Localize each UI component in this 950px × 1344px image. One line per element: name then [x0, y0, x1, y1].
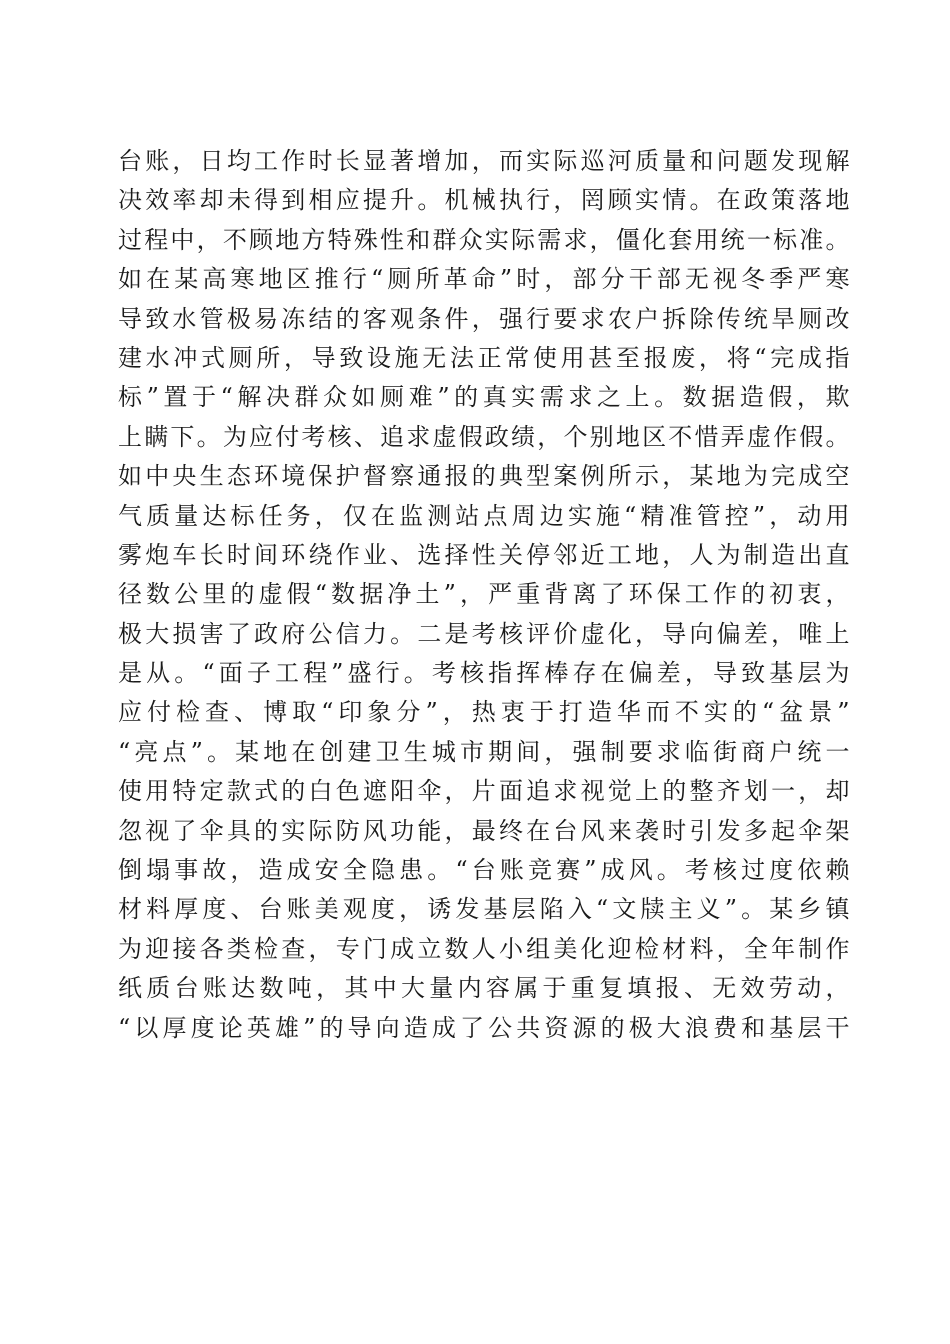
text-line-7: 标”置于“解决群众如厕难”的真实需求之上。数据造假，欺: [118, 383, 850, 412]
text-line-1: 台账，日均工作时长显著增加，而实际巡河质量和问题发现解: [118, 147, 850, 175]
text-line-8: 上瞒下。为应付考核、追求虚假政绩，个别地区不惜弄虚作假。: [118, 422, 850, 451]
text-line-12: 径数公里的虚假“数据净土”，严重背离了环保工作的初衷，: [118, 580, 850, 609]
text-line-16: “亮点”。某地在创建卫生城市期间，强制要求临街商户统一: [118, 737, 850, 766]
text-line-9: 如中央生态环境保护督察通报的典型案例所示，某地为完成空: [118, 462, 850, 491]
text-line-22: 纸质台账达数吨，其中大量内容属于重复填报、无效劳动，: [118, 974, 850, 1003]
text-line-17: 使用特定款式的白色遮阳伞，片面追求视觉上的整齐划一，却: [118, 777, 850, 806]
text-line-11: 雾炮车长时间环绕作业、选择性关停邻近工地，人为制造出直: [118, 540, 850, 569]
text-line-15: 应付检查、博取“印象分”，热衷于打造华而不实的“盆景”: [118, 698, 850, 727]
text-line-20: 材料厚度、台账美观度，诱发基层陷入“文牍主义”。某乡镇: [118, 895, 850, 924]
text-line-10: 气质量达标任务，仅在监测站点周边实施“精准管控”，动用: [118, 501, 850, 530]
text-line-14: 是从。“面子工程”盛行。考核指挥棒存在偏差，导致基层为: [118, 659, 850, 688]
text-line-4: 如在某高寒地区推行“厕所革命”时，部分干部无视冬季严寒: [118, 265, 850, 294]
text-line-2: 决效率却未得到相应提升。机械执行，罔顾实情。在政策落地: [118, 186, 850, 215]
text-line-18: 忽视了伞具的实际防风功能，最终在台风来袭时引发多起伞架: [118, 816, 850, 845]
text-line-19: 倒塌事故，造成安全隐患。“台账竞赛”成风。考核过度依赖: [118, 856, 850, 885]
text-line-21: 为迎接各类检查，专门成立数人小组美化迎检材料，全年制作: [118, 934, 850, 963]
text-line-3: 过程中，不顾地方特殊性和群众实际需求，僵化套用统一标准。: [118, 225, 850, 254]
text-line-5: 导致水管极易冻结的客观条件，强行要求农户拆除传统旱厕改: [118, 304, 850, 333]
text-line-23: “以厚度论英雄”的导向造成了公共资源的极大浪费和基层干: [118, 1013, 850, 1042]
text-line-13: 极大损害了政府公信力。二是考核评价虚化，导向偏差，唯上: [118, 619, 850, 648]
text-line-6: 建水冲式厕所，导致设施无法正常使用甚至报废，将“完成指: [118, 343, 850, 372]
body-text: [118, 142, 850, 1048]
